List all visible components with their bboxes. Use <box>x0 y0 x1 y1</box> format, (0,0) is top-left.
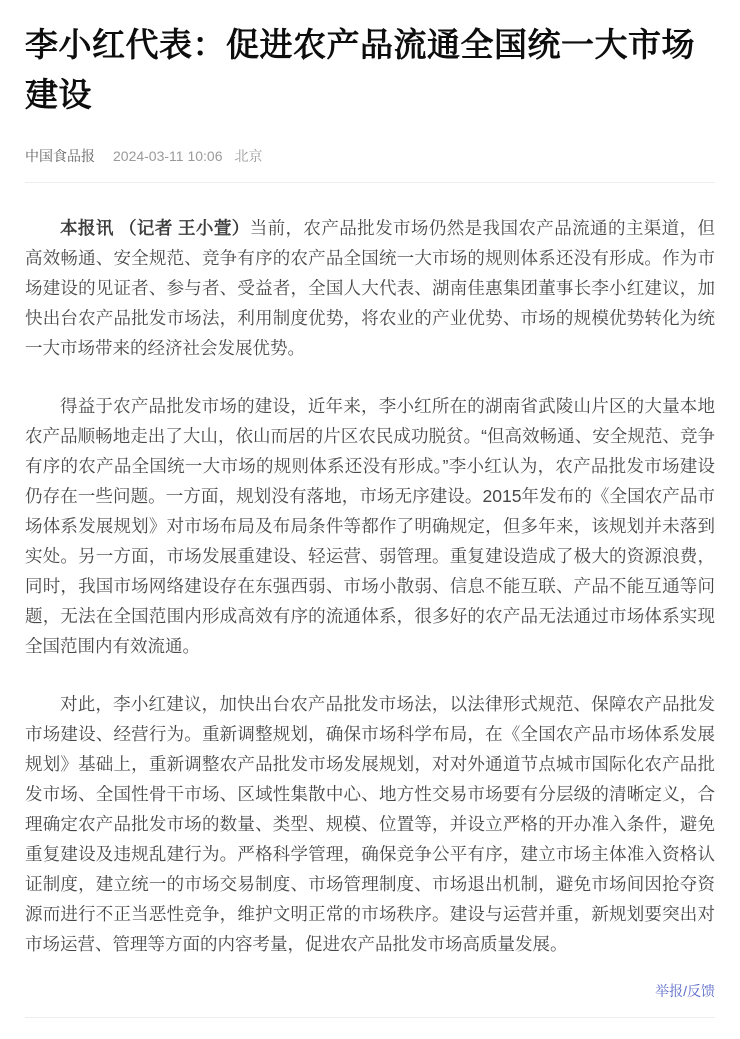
article-footer <box>25 959 715 1017</box>
article-meta <box>25 146 715 166</box>
article-paragraph <box>25 213 715 363</box>
paragraph-text: 得益于农产品批发市场的建设，近年来，李小红所在的湖南省武陵山片区的大量本地农产品顺畅地走出了大山，依山而居的片区农民成功脱贫。“但高效畅通、安全规范、竞争有序的农产品全国统一大市场的规则体系还没有形成。”李小红认为，农产品批发市场建设仍存在一些问题。一方面，规划没有落地，市场无序建设。2015年发布的《全国农产品市场体系发展规划》对市场布局及布局条件等都作了明确规定，但多年来，该规划并未落到实处。另一方面，市场发展重建设、轻运营、弱管理。重复建设造成了极大的资源浪费，同时，我国市场网络建设存在东强西弱、市场小散弱、信息不能互联、产品不能互通等问题，无法在全国范围内形成高效有序的流通体系，很多好的农产品无法通过市场体系实现全国范围内有效流通。 <box>25 396 715 656</box>
publish-datetime: 2024-03-11 10:06 <box>113 148 223 164</box>
article-body <box>25 183 715 959</box>
bottom-divider <box>25 1017 715 1018</box>
paragraph-text: 对此，李小红建议，加快出台农产品批发市场法，以法律形式规范、保障农产品批发市场建设、经营行为。重新调整规划，确保市场科学布局，在《全国农产品市场体系发展规划》基础上，重新调整农产品批发市场发展规划，对对外通道节点城市国际化农产品批发市场、全国性骨干市场、区域性集散中心、地方性交易市场要有分层级的清晰定义，合理确定农产品批发市场的数量、类型、规模、位置等，并设立严格的开办准入条件，避免重复建设及违规乱建行为。严格科学管理，确保竞争公平有序，建立市场主体准入资格认证制度，建立统一的市场交易制度、市场管理制度、市场退出机制，避免市场间因抢夺资源而进行不正当恶性竞争，维护文明正常的市场秩序。建设与运营并重，新规划要突出对市场运营、管理等方面的内容考量，促进农产品批发市场高质量发展。 <box>25 694 715 954</box>
paragraph-text: 当前，农产品批发市场仍然是我国农产品流通的主渠道，但高效畅通、安全规范、竞争有序的农产品全国统一大市场的规则体系还没有形成。作为市场建设的见证者、参与者、受益者，全国人大代表、湖南佳惠集团董事长李小红建议，加快出台农产品批发市场法，利用制度优势，将农业的产业优势、市场的规模优势转化为统一大市场带来的经济社会发展优势。 <box>25 218 716 358</box>
article-paragraph <box>25 391 715 661</box>
publish-location: 北京 <box>234 148 263 164</box>
source-name: 中国食品报 <box>25 148 95 164</box>
page-title: 李小红代表：促进农产品流通全国统一大市场建设 <box>25 26 695 113</box>
paragraph-lead: 本报讯 （记者 王小萱） <box>60 218 250 238</box>
report-feedback-link[interactable]: 举报/反馈 <box>655 983 715 999</box>
article-paragraph <box>25 689 715 959</box>
